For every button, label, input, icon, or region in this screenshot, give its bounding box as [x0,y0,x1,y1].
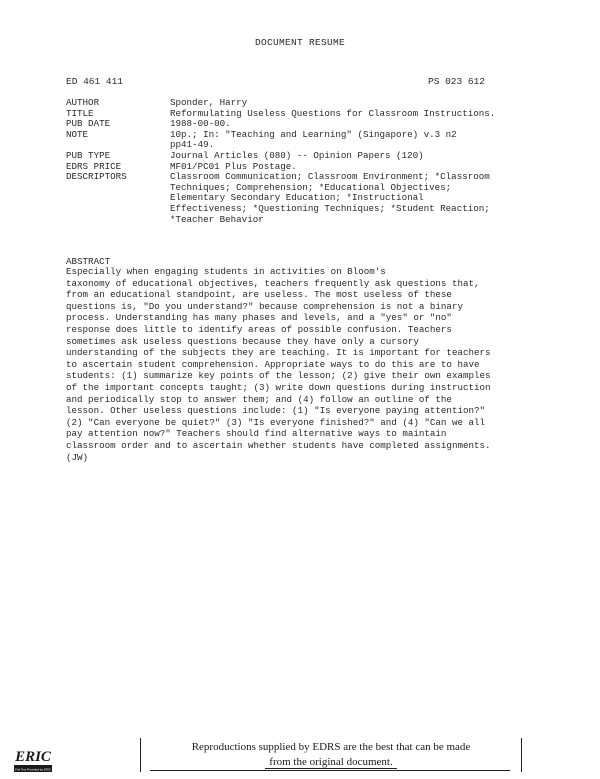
meta-row-pub-type [66,151,546,162]
meta-value: Reformulating Useless Questions for Classroom Instructions. [170,107,496,119]
meta-label: PUB DATE [66,118,111,130]
meta-value: Sponder, Harry [170,97,248,108]
eric-logo [12,744,54,774]
meta-value: 1988-00-00. [170,118,231,130]
meta-value: 10p.; In: "Teaching and Learning" (Singapore) v.3 n2 pp41-49. [170,128,457,151]
reproduction-notice-line2-wrap [141,756,521,768]
meta-label: NOTE [66,128,89,140]
meta-row-title [66,109,546,120]
reproduction-notice-line1: Reproductions supplied by EDRS are the best that can be made [191,741,471,753]
meta-row-author [66,98,546,109]
meta-label: DESCRIPTORS [66,171,127,183]
metadata-table [66,98,546,225]
ed-number: ED 461 411 [66,76,124,87]
ps-number: PS 023 612 [428,76,486,87]
meta-value: Classroom Communication; Classroom Environment; *Classroom Techniques; Comprehension; *Educational Objectives; Elementary Secondary Education; *Instructional Effectiveness; *Questioning Techniques; *Student Reaction; *Teacher Behavior [170,171,490,225]
eric-logo-text: ERIC [15,749,51,765]
reproduction-notice-line2: from the original document. [265,756,396,769]
abstract-label: ABSTRACT [66,256,111,267]
meta-value: MF01/PC01 Plus Postage. [170,160,297,172]
meta-row-descriptors [66,172,546,225]
reproduction-notice [140,738,522,772]
meta-label: AUTHOR [66,97,100,108]
meta-label: EDRS PRICE [66,160,122,172]
document-heading: DOCUMENT RESUME [254,37,345,48]
meta-row-note [66,130,546,151]
abstract-text: Especially when engaging students in activities on Bloom's taxonomy of educational objectives, teachers frequently ask questions that, from an educational standpoint, are useless. The most useless of these questions is, "Do you understand?" because comprehension is not a binary process. Understanding has many phases and levels, and a "yes" or "no" response does little to identify areas of possible confusion. Teachers sometimes ask useless questions because they have only a cursory understanding of the subjects they are teaching. It is important for teachers to ascertain student comprehension. Appropriate ways to do this are to have students: (1) summarize key points of the lesson; (2) give their own examples of the important concepts taught; (3) write down questions during instruction and periodically stop to answer them; and (4) follow an outline of the lesson. Other useless questions include: (1) "Is everyone paying attention?" (2) "Can everyone be quiet?" (3) "Is everyone finished?" and (4) "Can we all pay attention now?" Teachers should find alternative ways to maintain classroom order and to ascertain whether students have completed assignments. (JW) [66,266,491,463]
meta-label: PUB TYPE [66,149,111,161]
eric-logo-subtext: Full Text Provided by ERIC [15,767,51,772]
footer-rule [150,770,510,771]
meta-label: TITLE [66,107,94,119]
meta-value: Journal Articles (080) -- Opinion Papers (120) [170,149,424,161]
